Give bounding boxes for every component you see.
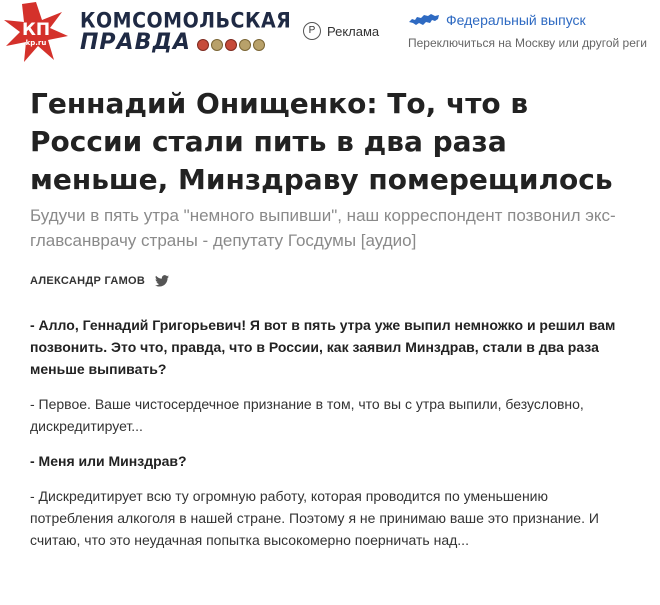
russia-map-icon — [408, 12, 440, 28]
order-medal-icon — [253, 39, 265, 51]
interview-answer: - Дискредитирует всю ту огромную работу, которая проводится по уменьшению потребления алкоголя в нашей стране. Поэтому я не принимаю ваше это признание. И считаю, что это неудачная попытка высокомерно поерничать над... — [30, 488, 599, 548]
order-medal-icon — [211, 39, 223, 51]
order-medal-icon — [239, 39, 251, 51]
article-body — [30, 314, 630, 551]
author-row — [30, 275, 169, 287]
article-subtitle: Будучи в пять утра "немного выпивши", наш корреспондент позвонил экс-главсанврачу страны - депутату Госдумы [аудио] — [30, 206, 616, 250]
order-badges — [197, 39, 265, 51]
interview-question: - Меня или Минздрав? — [30, 453, 187, 469]
brand-wordmark[interactable] — [80, 8, 292, 55]
order-medal-icon — [225, 39, 237, 51]
ad-label: Реклама — [327, 23, 380, 39]
twitter-icon[interactable] — [155, 275, 169, 287]
site-header — [0, 0, 660, 72]
region-title[interactable]: Федеральный выпуск — [446, 12, 586, 28]
author-name[interactable]: АЛЕКСАНДР ГАМОВ — [30, 275, 146, 287]
region-switcher[interactable] — [408, 12, 660, 50]
brand-line-2: ПРАВДА — [80, 30, 191, 55]
interview-answer: - Первое. Ваше чистосердечное признание в том, что вы с утра выпили, безусловно, дискредитирует... — [30, 396, 584, 434]
region-subtitle[interactable]: Переключиться на Москву или другой реги — [408, 36, 647, 50]
brand-line-1: КОМСОМОЛЬСКАЯ — [80, 8, 292, 34]
logo-badge-text: КП — [21, 20, 51, 40]
order-medal-icon — [197, 39, 209, 51]
article-headline: Геннадий Онищенко: То, что в России стали пить в два раза меньше, Минздраву померещилось — [30, 87, 613, 196]
ad-link[interactable] — [303, 22, 379, 40]
logo-sub-text: kp.ru — [25, 39, 47, 47]
interview-question: - Алло, Геннадий Григорьевич! Я вот в пять утра уже выпил немножко и решил вам позвонить. Это что, правда, что в России, как заявил Минздрав, стали в два раза меньше выпивать? — [30, 317, 616, 377]
kp-logo-icon[interactable] — [4, 2, 68, 62]
ad-marker-icon: Р — [303, 22, 321, 40]
